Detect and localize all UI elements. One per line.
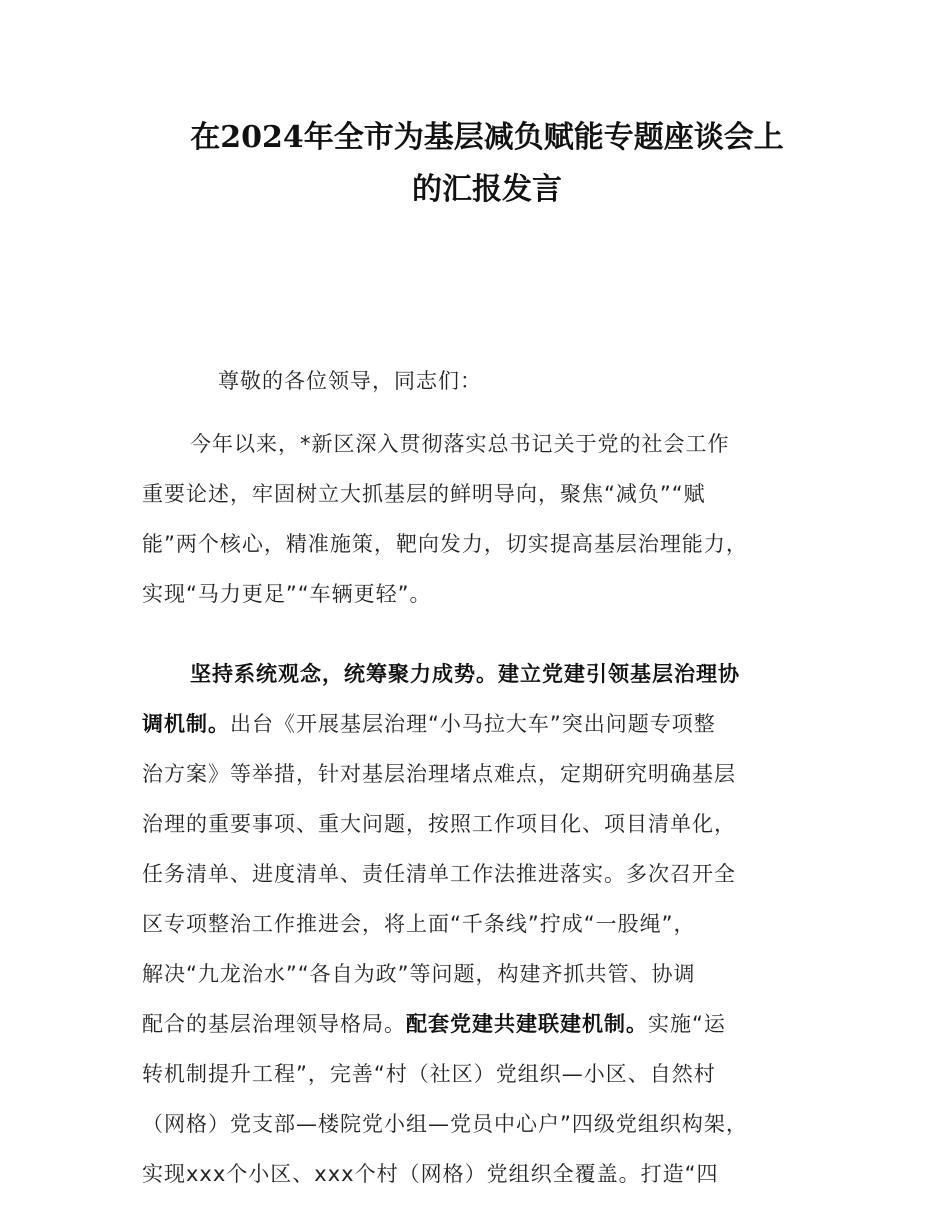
title-line-1: 在2024年全市为基层减负赋能专题座谈会上: [190, 120, 784, 155]
title-line-2: 的汇报发言: [412, 172, 562, 207]
document-title: [142, 112, 832, 216]
paragraph-line: [142, 699, 832, 749]
paragraph-text: 配合的基层治理领导格局。: [142, 1012, 406, 1036]
paragraph-line: 解决“九龙治水”“各自为政”等问题，构建齐抓共管、协调: [142, 962, 696, 986]
paragraph-line: 能”两个核心，精准施策，靶向发力，切实提高基层治理能力，: [142, 532, 748, 556]
subsection-heading: 配套党建共建联建机制。: [406, 1012, 648, 1036]
paragraph-line: 任务清单、进度清单、责任清单工作法推进落实。多次召开全: [142, 862, 736, 886]
paragraph-line: 重要论述，牢固树立大抓基层的鲜明导向，聚焦“减负”“赋: [142, 482, 706, 506]
paragraph-line: 今年以来，*新区深入贯彻落实总书记关于党的社会工作: [190, 432, 730, 456]
paragraph-text: 出台《开展基层治理“小马拉大车”突出问题专项整: [230, 712, 716, 736]
subsection-heading: 调机制。: [142, 712, 230, 736]
paragraph-line: [142, 649, 832, 699]
paragraph-line: 治方案》等举措，针对基层治理堵点难点，定期研究明确基层: [142, 762, 736, 786]
paragraph-line: 实现“马力更足”“车辆更轻”。: [142, 582, 432, 606]
paragraph-line: （网格）党支部—楼院党小组—党员中心户”四级党组织构架，: [142, 1112, 748, 1136]
paragraph-line: 实现xxx个小区、xxx个村（网格）党组织全覆盖。打造“四: [142, 1162, 719, 1186]
paragraph-line: [142, 999, 832, 1049]
section-heading: 坚持系统观念，统筹聚力成势。: [190, 662, 498, 686]
paragraph-intro: [142, 419, 832, 619]
paragraph-line: 治理的重要事项、重大问题，按照工作项目化、项目清单化，: [142, 812, 736, 836]
paragraph-line: 区专项整治工作推进会，将上面“千条线”拧成“一股绳”，: [142, 912, 696, 936]
paragraph-line: 转机制提升工程”，完善“村（社区）党组织—小区、自然村: [142, 1062, 716, 1086]
salutation: 尊敬的各位领导，同志们：: [218, 369, 482, 393]
paragraph-system-view: [142, 649, 832, 1199]
subsection-heading: 建立党建引领基层治理协: [498, 662, 740, 686]
paragraph-text: 实施“运: [648, 1012, 726, 1036]
